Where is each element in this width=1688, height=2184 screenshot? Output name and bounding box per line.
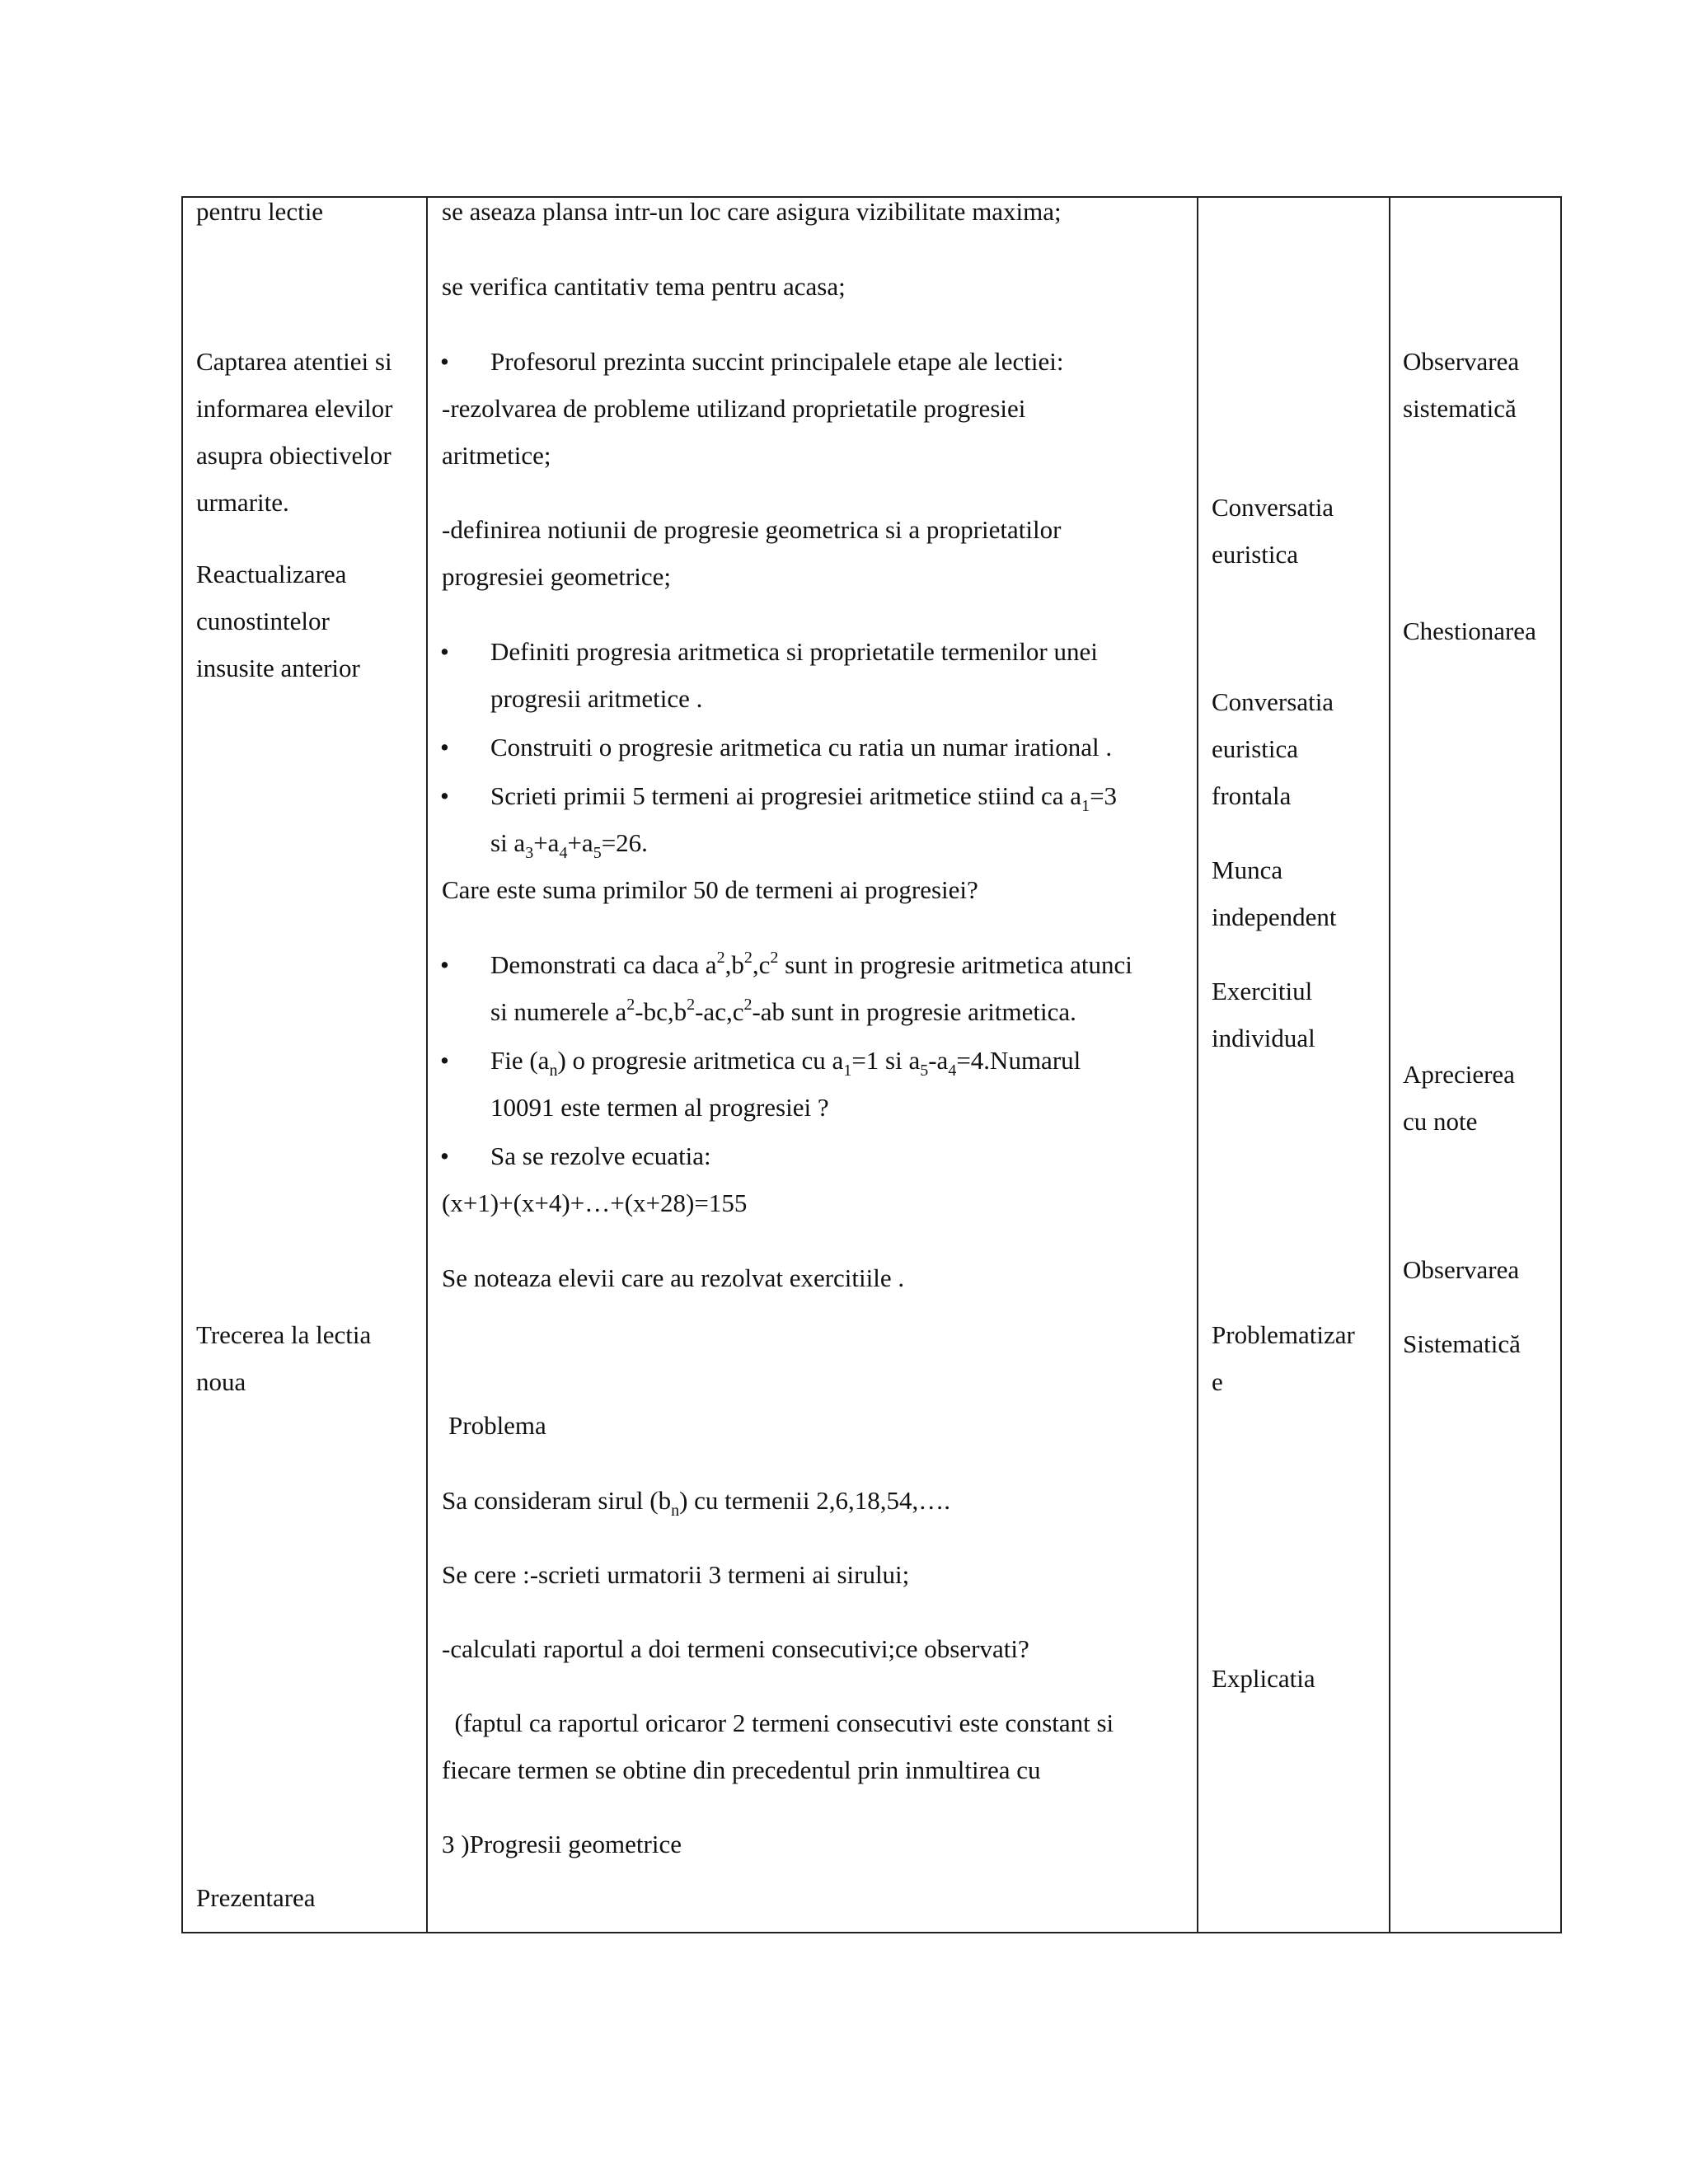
content-line: Care este suma primilor 50 de termeni ai progresiei? [442,875,978,904]
bullet-glyph: • [440,347,449,376]
stage-trecerea-line: noua [196,1367,246,1396]
eval-sistematica: Sistematică [1403,1329,1521,1358]
bullet-item-continuation: si numerele $a^2-bc,b^2-ac,c^2-ab$ sunt in progresie aritmetica. [490,996,1076,1026]
content-line: se verifica cantitativ tema pentru acasa; [442,272,846,301]
stage-reactualizarea-line: Reactualizarea [196,560,347,588]
bullet-item-continuation: 10091 este termen al progresiei ? [490,1093,829,1122]
bullet-glyph: • [440,637,449,666]
bullet-item: Scrieti primii 5 termeni ai progresiei aritmetice stiind ca $a_1=3$ [490,781,1118,815]
bullet-glyph: • [440,950,449,979]
stage-captarea-line: urmarite. [196,488,289,517]
method-euristica: euristica [1212,734,1299,763]
content-line: -definirea notiunii de progresie geometrica si a proprietatilor [442,515,1062,544]
bullet-glyph: • [440,1141,449,1170]
stage-captarea-line: Captarea atentiei si [196,347,392,376]
method-conversatia: Conversatia [1212,493,1334,522]
eval-aprecierea: Aprecierea [1403,1060,1515,1089]
eval-observarea: Observarea [1403,1255,1520,1284]
stage-trecerea-line: Trecerea la lectia [196,1320,372,1349]
bullet-item-continuation: progresii aritmetice . [490,684,703,713]
bullet-item: Profesorul prezinta succint principalele etape ale lectiei: [490,347,1064,376]
bullet-glyph: • [440,781,449,810]
bullet-item: Construiti o progresie aritmetica cu ratia un numar irational . [490,733,1113,762]
bullet-item: Definiti progresia aritmetica si proprietatile termenilor unei [490,637,1098,666]
content-line: aritmetice; [442,441,551,470]
content-line: 3 )Progresii geometrice [442,1830,682,1858]
content-line: -rezolvarea de probleme utilizand proprietatile progresiei [442,394,1026,423]
eval-observarea: Observarea [1403,347,1520,376]
method-independent: independent [1212,902,1337,931]
method-exercitiul: Exercitiul [1212,977,1313,1005]
content-line: (faptul ca raportul oricaror 2 termeni consecutivi este constant si [442,1708,1114,1737]
bullet-glyph: • [440,733,449,762]
method-conversatia: Conversatia [1212,687,1334,716]
eval-sistematica: sistematică [1403,394,1517,423]
bullet-item: Sa se rezolve ecuatia: [490,1141,711,1170]
bullet-item: Fie $(a_n)$ o progresie aritmetica cu $a_1=1$ si $a_5-a_4=4.Numarul$ [490,1046,1081,1080]
eval-cu-note: cu note [1403,1107,1478,1136]
stage-captarea-line: informarea elevilor [196,394,393,423]
stage-captarea-line: asupra obiectivelor [196,441,392,470]
content-line: Se noteaza elevii care au rezolvat exercitiile . [442,1263,905,1292]
method-euristica: euristica [1212,540,1299,569]
bullet-item: Demonstrati ca daca $a^2,b^2,c^2$ sunt in progresie aritmetica atunci [490,949,1132,979]
method-problematizare-cont: e [1212,1367,1223,1396]
content-line: Sa consideram sirul $(b_n)$ cu termenii 2,6,18,54,…. [442,1486,950,1520]
method-munca: Munca [1212,855,1283,884]
eval-chestionarea: Chestionarea [1403,616,1536,645]
bullet-glyph: • [440,1046,449,1075]
content-line: fiecare termen se obtine din precedentul prin inmultirea cu [442,1755,1041,1784]
bullet-item-continuation: si $a_3+a_4+a_5=26$. [490,828,648,862]
content-line: se aseaza plansa intr-un loc care asigura vizibilitate maxima; [442,197,1062,226]
stage-pentru-lectie: pentru lectie [196,197,324,226]
content-line: -calculati raportul a doi termeni consecutivi;ce observati? [442,1634,1029,1663]
equation-line: (x+1)+(x+4)+…+(x+28)=155 [442,1188,748,1217]
problem-heading: Problema [448,1411,546,1440]
method-explicatia: Explicatia [1212,1664,1315,1693]
method-problematizare: Problematizar [1212,1320,1355,1349]
method-frontala: frontala [1212,781,1292,810]
column-divider [1197,196,1198,1933]
column-divider [1389,196,1390,1933]
stage-reactualizarea-line: cunostintelor [196,607,330,635]
method-individual: individual [1212,1024,1315,1052]
content-line: progresiei geometrice; [442,562,672,591]
column-divider [426,196,428,1933]
stage-reactualizarea-line: insusite anterior [196,654,360,682]
content-line: Se cere :-scrieti urmatorii 3 termeni ai sirului; [442,1560,910,1589]
stage-prezentarea: Prezentarea [196,1883,316,1912]
